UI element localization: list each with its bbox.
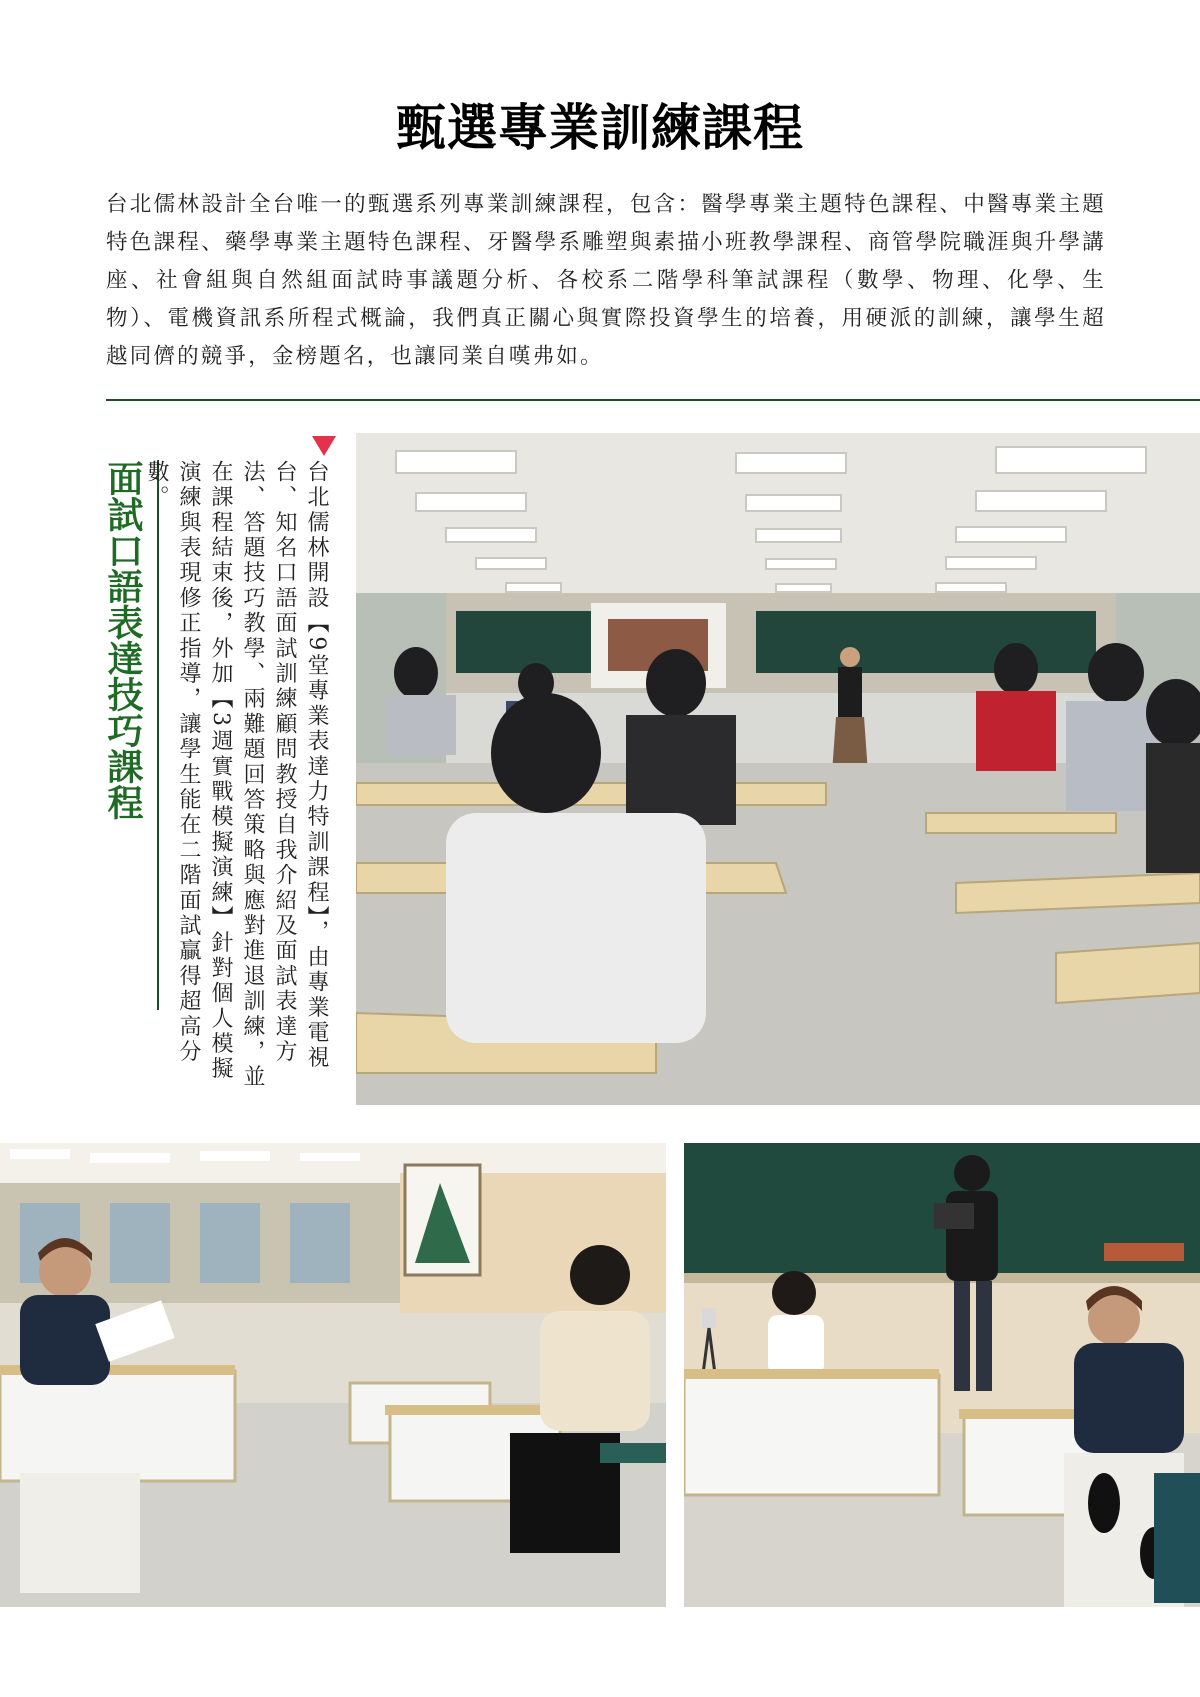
triangle-marker-icon: [312, 436, 336, 456]
section-divider: [106, 399, 1200, 401]
recorded-mock-interview-photo: [684, 1143, 1200, 1607]
section-body: 台北儒林開設【9堂專業表達力特訓課程】，由專業電視台、知名口語面試訓練顧問教授自我介紹及面試表達方法、答題技巧教學、兩難題回答策略與應對進退訓練，並在課程結束後，外加【3週實戰模擬演練】針對個人模擬演練與表現修正指導，讓學生能在二階面試贏得超高分數。: [144, 460, 329, 1090]
classroom-lecture-photo: [356, 433, 1200, 1105]
heading-rule: [157, 460, 159, 1010]
page-title: 甄選專業訓練課程: [396, 99, 804, 157]
intro-paragraph: 台北儒林設計全台唯一的甄選系列專業訓練課程，包含：醫學專業主題特色課程、中醫專業主題特色課程、藥學專業主題特色課程、牙醫學系雕塑與素描小班教學課程、商管學院職涯與升學講座、社會組與自然組面試時事議題分析、各校系二階學科筆試課程（數學、物理、化學、生物）、電機資訊系所程式概論，我們真正關心與實際投資學生的培養，用硬派的訓練，讓學生超越同儕的競爭，金榜題名，也讓同業自嘆弗如。: [106, 192, 1106, 369]
section-heading: 面試口語表達技巧課程: [102, 460, 143, 820]
mock-interview-photo: [0, 1143, 666, 1607]
